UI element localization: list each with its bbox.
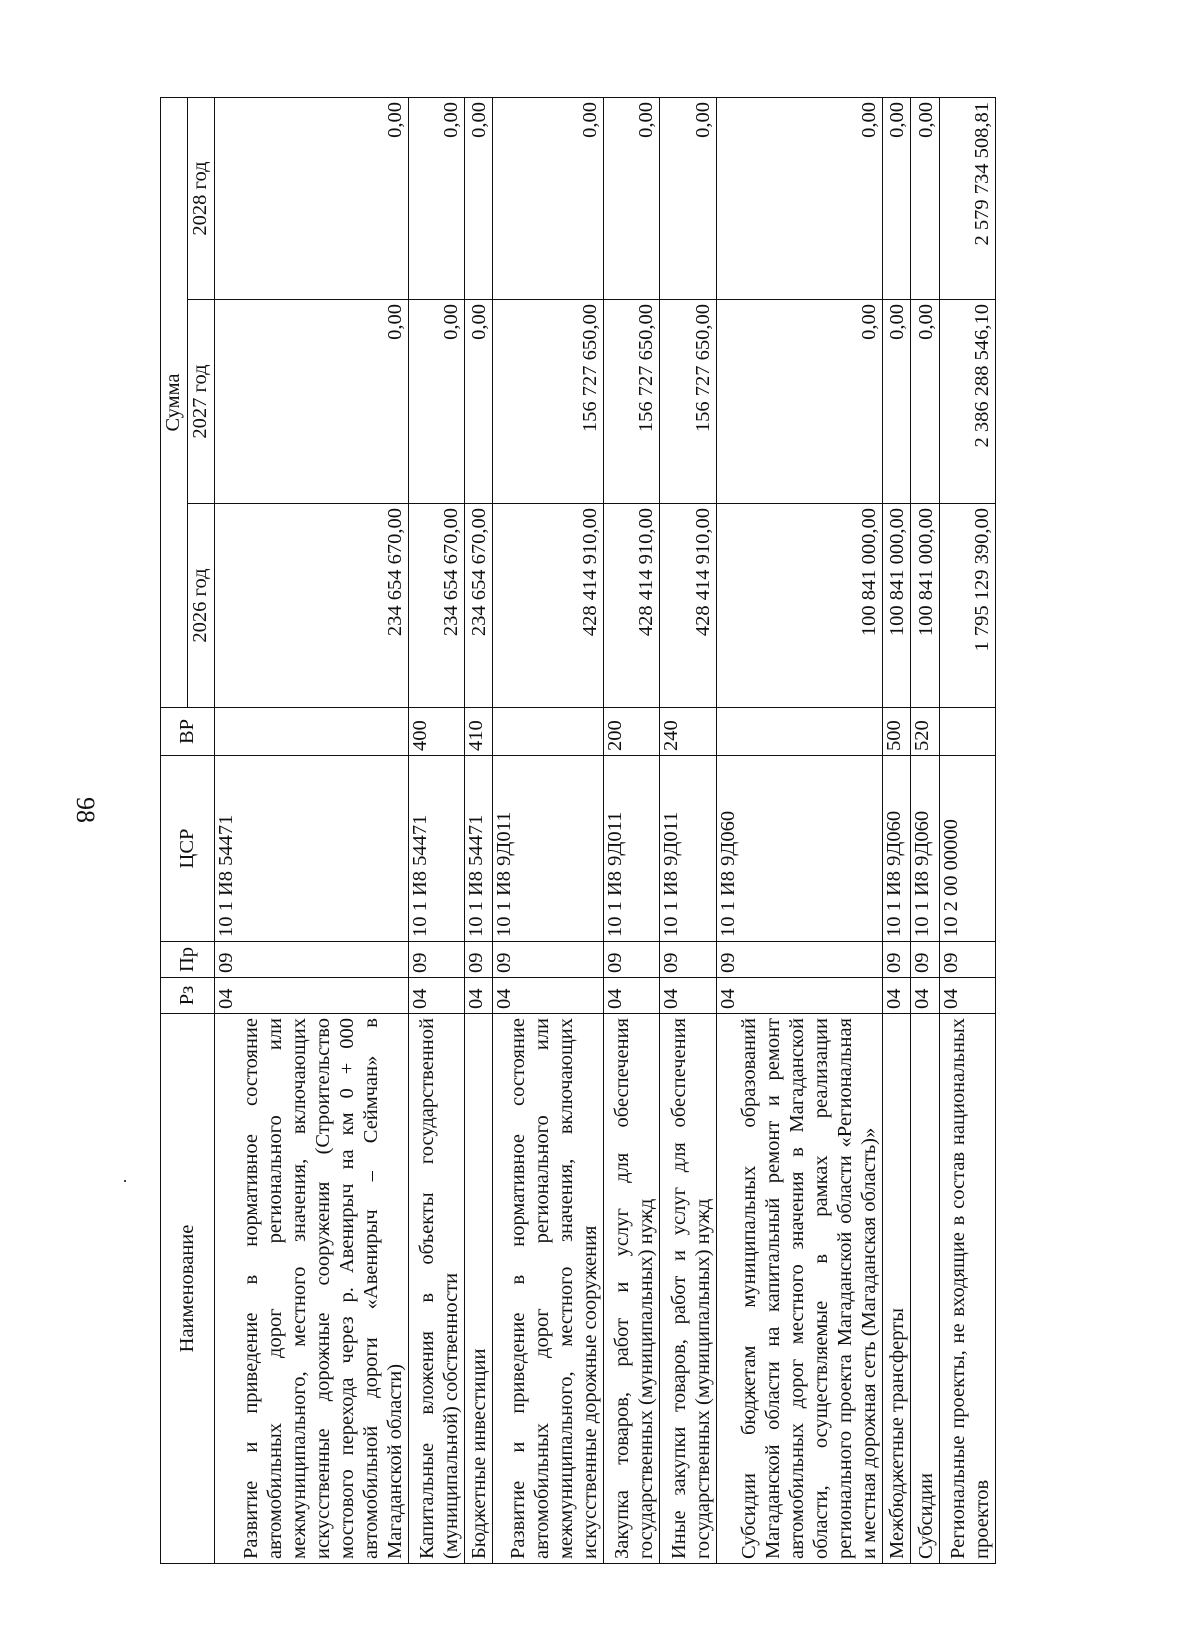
row-name: Развитие и приведение в нормативное состояние автомобильных дорог регионального или межмуниципального, местного значения, включающих искусственные дорожные сооружения xyxy=(493,1014,604,1564)
row-2028: 0,00 xyxy=(660,97,716,299)
table-row xyxy=(911,97,940,1563)
row-2028: 0,00 xyxy=(911,97,940,299)
table-row xyxy=(408,97,464,1563)
row-2027: 156 727 650,00 xyxy=(660,300,716,504)
row-csr: 10 2 00 00000 xyxy=(939,756,995,942)
row-csr: 10 1 И8 54471 xyxy=(408,756,464,942)
row-pr: 09 xyxy=(493,942,604,978)
row-vr xyxy=(716,708,882,756)
row-pr: 09 xyxy=(464,942,493,978)
row-csr: 10 1 И8 9Д011 xyxy=(660,756,716,942)
row-rz: 04 xyxy=(716,978,882,1014)
row-name: Субсидии бюджетам муниципальных образований Магаданской области на капитальный ремонт и ремонт автомобильных дорог местного значения в Магаданской области, осуществляемые в рамках реализации регионального проекта Магаданской области «Региональная и местная дорожная сеть (Магаданская область)» xyxy=(716,1014,882,1564)
page-number: 98 xyxy=(71,797,100,823)
table-row xyxy=(464,97,493,1563)
row-2027: 0,00 xyxy=(911,300,940,504)
row-2028: 0,00 xyxy=(882,97,911,299)
row-pr: 09 xyxy=(939,942,995,978)
row-csr: 10 1 И8 9Д011 xyxy=(604,756,660,942)
table-row xyxy=(215,97,409,1563)
row-pr: 09 xyxy=(882,942,911,978)
row-2027: 0,00 xyxy=(882,300,911,504)
row-2027: 0,00 xyxy=(464,300,493,504)
row-2026: 428 414 910,00 xyxy=(493,504,604,708)
row-rz: 04 xyxy=(408,978,464,1014)
row-pr: 09 xyxy=(911,942,940,978)
row-vr: 400 xyxy=(408,708,464,756)
row-pr: 09 xyxy=(408,942,464,978)
row-csr: 10 1 И8 9Д060 xyxy=(911,756,940,942)
row-vr: 520 xyxy=(911,708,940,756)
row-csr: 10 1 И8 54471 xyxy=(215,756,409,942)
header-csr: ЦСР xyxy=(161,756,215,942)
row-name: Субсидии xyxy=(911,1014,940,1564)
table-row xyxy=(939,97,995,1563)
header-rz: Рз xyxy=(161,978,215,1014)
row-2028: 0,00 xyxy=(464,97,493,299)
scan-artifact xyxy=(124,1180,126,1182)
row-pr: 09 xyxy=(604,942,660,978)
row-vr: 500 xyxy=(882,708,911,756)
budget-table-rotated xyxy=(160,98,996,1564)
row-pr: 09 xyxy=(660,942,716,978)
row-2026: 1 795 129 390,00 xyxy=(939,504,995,708)
row-name: Капитальные вложения в объекты государственной (муниципальной) собственности xyxy=(408,1014,464,1564)
row-rz: 04 xyxy=(939,978,995,1014)
row-2026: 100 841 000,00 xyxy=(882,504,911,708)
row-csr: 10 1 И8 54471 xyxy=(464,756,493,942)
row-name: Закупка товаров, работ и услуг для обеспечения государственных (муниципальных) нужд xyxy=(604,1014,660,1564)
header-2028: 2028 год xyxy=(188,97,215,299)
row-2026: 428 414 910,00 xyxy=(660,504,716,708)
row-csr: 10 1 И8 9Д011 xyxy=(493,756,604,942)
row-rz: 04 xyxy=(464,978,493,1014)
row-rz: 04 xyxy=(604,978,660,1014)
row-vr xyxy=(493,708,604,756)
row-pr: 09 xyxy=(716,942,882,978)
row-csr: 10 1 И8 9Д060 xyxy=(716,756,882,942)
row-2027: 0,00 xyxy=(408,300,464,504)
row-vr: 240 xyxy=(660,708,716,756)
header-row-top xyxy=(161,97,188,1563)
budget-table xyxy=(160,97,996,1564)
row-rz: 04 xyxy=(660,978,716,1014)
row-name: Иные закупки товаров, работ и услуг для обеспечения государственных (муниципальных) нужд xyxy=(660,1014,716,1564)
table-row xyxy=(604,97,660,1563)
row-rz: 04 xyxy=(911,978,940,1014)
row-2028: 0,00 xyxy=(408,97,464,299)
row-name: Межбюджетные трансферты xyxy=(882,1014,911,1564)
row-2028: 2 579 734 508,81 xyxy=(939,97,995,299)
row-name: Бюджетные инвестиции xyxy=(464,1014,493,1564)
row-csr: 10 1 И8 9Д060 xyxy=(882,756,911,942)
row-rz: 04 xyxy=(493,978,604,1014)
row-2026: 100 841 000,00 xyxy=(716,504,882,708)
row-2027: 0,00 xyxy=(215,300,409,504)
row-2028: 0,00 xyxy=(493,97,604,299)
header-pr: Пр xyxy=(161,942,215,978)
row-2027: 156 727 650,00 xyxy=(493,300,604,504)
header-vr: ВР xyxy=(161,708,215,756)
table-body xyxy=(215,97,996,1563)
row-name: Региональные проекты, не входящие в состав национальных проектов xyxy=(939,1014,995,1564)
row-2028: 0,00 xyxy=(716,97,882,299)
row-2026: 234 654 670,00 xyxy=(464,504,493,708)
row-2026: 100 841 000,00 xyxy=(911,504,940,708)
row-2026: 428 414 910,00 xyxy=(604,504,660,708)
table-row xyxy=(660,97,716,1563)
header-name: Наименование xyxy=(161,1014,215,1564)
row-name: Развитие и приведение в нормативное состояние автомобильных дорог регионального или межмуниципального, местного значения, включающих искусственные дорожные сооружения (Строительство мостового перехода через р. Авенирыч на км 0 + 000 автомобильной дороги «Авенирыч – Сеймчан» в Магаданской области) xyxy=(215,1014,409,1564)
row-2027: 2 386 288 546,10 xyxy=(939,300,995,504)
header-2027: 2027 год xyxy=(188,300,215,504)
row-vr xyxy=(215,708,409,756)
table-row xyxy=(716,97,882,1563)
row-vr xyxy=(939,708,995,756)
header-sum: Сумма xyxy=(161,97,188,707)
row-2028: 0,00 xyxy=(604,97,660,299)
row-2026: 234 654 670,00 xyxy=(215,504,409,708)
table-row xyxy=(882,97,911,1563)
row-2027: 0,00 xyxy=(716,300,882,504)
row-2027: 156 727 650,00 xyxy=(604,300,660,504)
row-rz: 04 xyxy=(215,978,409,1014)
row-2026: 234 654 670,00 xyxy=(408,504,464,708)
row-pr: 09 xyxy=(215,942,409,978)
header-2026: 2026 год xyxy=(188,504,215,708)
table-row xyxy=(493,97,604,1563)
row-vr: 410 xyxy=(464,708,493,756)
row-2028: 0,00 xyxy=(215,97,409,299)
row-vr: 200 xyxy=(604,708,660,756)
row-rz: 04 xyxy=(882,978,911,1014)
